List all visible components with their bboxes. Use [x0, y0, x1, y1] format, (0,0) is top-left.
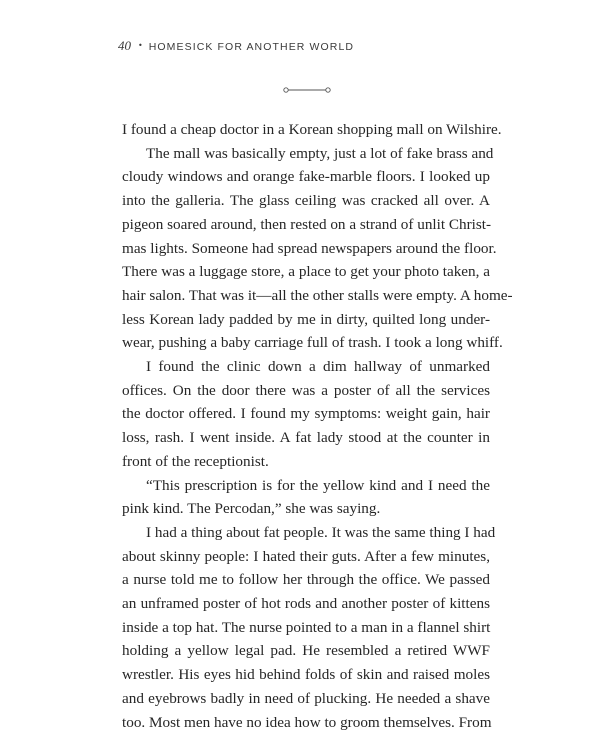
text-line: There was a luggage store, a place to get your photo taken, a — [122, 263, 490, 281]
body-text — [122, 118, 513, 734]
text-line: “This prescription is for the yellow kind and I need the — [146, 476, 490, 494]
text-line: wear, pushing a baby carriage full of trash. I took a long whiff. — [122, 334, 503, 352]
text-line: The mall was basically empty, just a lot of fake brass and — [146, 144, 494, 162]
text-line: hair salon. That was it—all the other stalls were empty. A home- — [122, 286, 513, 304]
text-line: cloudy windows and orange fake-marble floors. I looked up — [122, 168, 490, 186]
page-number: 40 — [118, 38, 131, 53]
text-line: into the galleria. The glass ceiling was cracked all over. A — [122, 192, 490, 210]
text-line: about skinny people: I hated their guts. After a few minutes, — [122, 547, 490, 565]
text-line: less Korean lady padded by me in dirty, quilted long under- — [122, 310, 490, 328]
text-line: the doctor offered. I found my symptoms: weight gain, hair — [122, 405, 490, 423]
section-break-ornament — [283, 84, 331, 96]
text-line: I had a thing about fat people. It was the same thing I had — [146, 523, 496, 541]
text-line: wrestler. His eyes hid behind folds of skin and raised moles — [122, 666, 490, 684]
running-head — [118, 38, 354, 58]
text-line: loss, rash. I went inside. A fat lady stood at the counter in — [122, 429, 490, 447]
text-line: offices. On the door there was a poster of all the services — [122, 381, 490, 399]
text-line: front of the receptionist. — [122, 452, 269, 470]
text-line: an unframed poster of hot rods and another poster of kittens — [122, 595, 490, 613]
text-line: a nurse told me to follow her through the office. We passed — [122, 571, 490, 589]
header-separator: • — [138, 41, 143, 50]
text-line: too. Most men have no idea how to groom themselves. From — [122, 713, 492, 731]
text-line: inside a top hat. The nurse pointed to a man in a flannel shirt — [122, 618, 491, 636]
book-title: HOMESICK FOR ANOTHER WORLD — [148, 41, 355, 53]
text-line: pigeon soared around, then rested on a strand of unlit Christ- — [122, 215, 492, 233]
text-line: I found the clinic down a dim hallway of unmarked — [146, 358, 490, 376]
text-line: pink kind. The Percodan,” she was saying. — [122, 500, 381, 518]
text-line: and eyebrows badly in need of plucking. He needed a shave — [122, 689, 490, 707]
text-line: mas lights. Someone had spread newspapers around the floor. — [122, 239, 497, 257]
text-line: I found a cheap doctor in a Korean shopping mall on Wilshire. — [122, 121, 502, 138]
text-line: holding a yellow legal pad. He resembled a retired WWF — [122, 642, 490, 660]
